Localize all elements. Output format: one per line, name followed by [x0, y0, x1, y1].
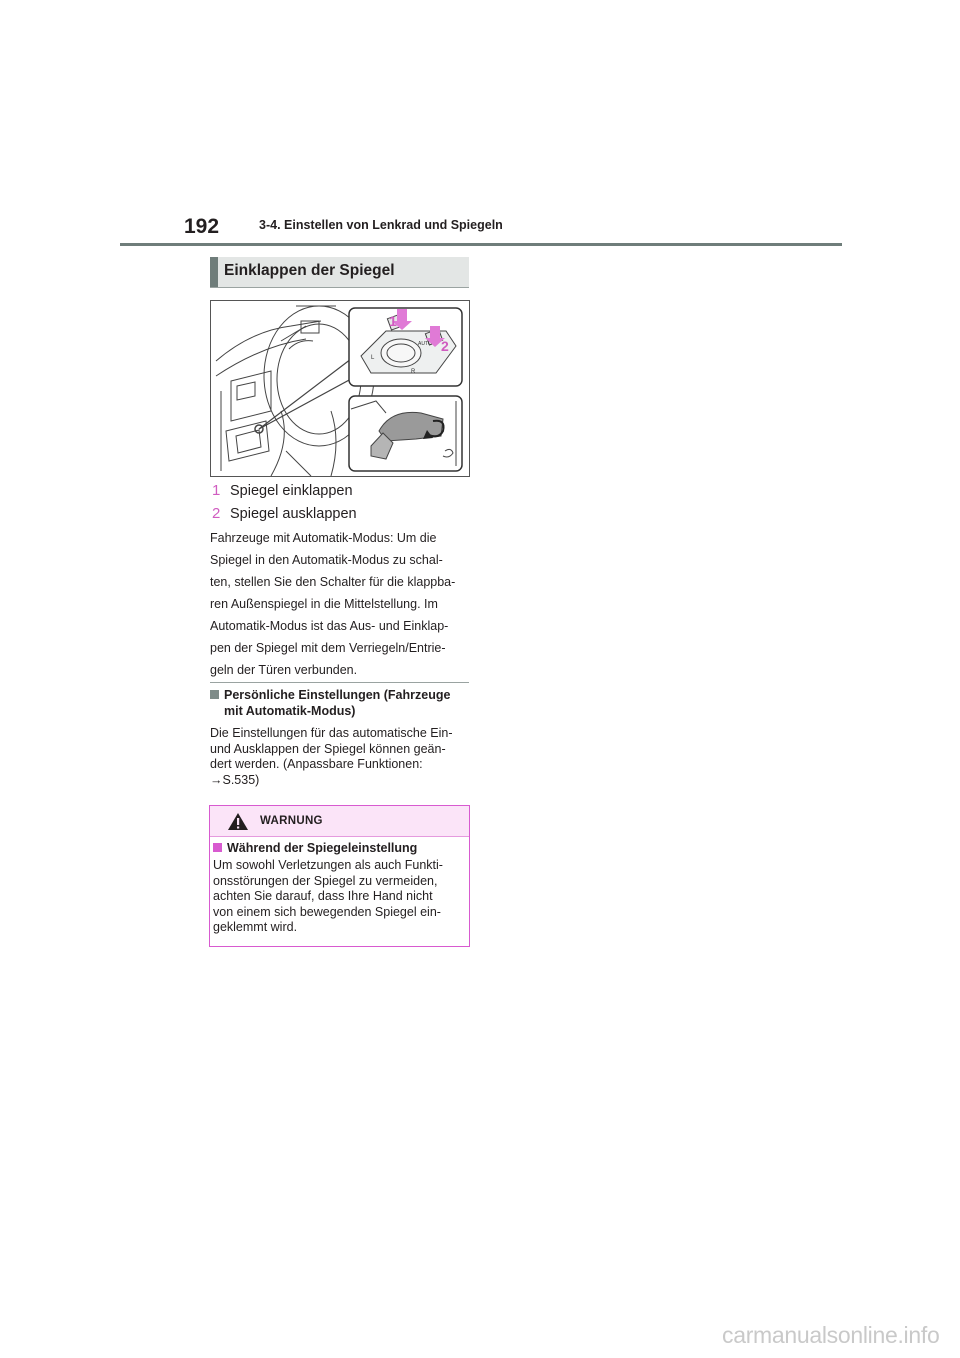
- watermark: carmanualsonline.info: [722, 1322, 940, 1348]
- legend-text: Spiegel ausklappen: [230, 506, 357, 522]
- subsection-line: und Ausklappen der Spiegel können geän-: [210, 741, 446, 756]
- legend-text: Spiegel einklappen: [230, 483, 353, 499]
- paragraph-line: ten, stellen Sie den Schalter für die klappba-: [210, 575, 456, 589]
- warning-subheading-text: Während der Spiegeleinstellung: [227, 841, 418, 855]
- legend-item-1: [212, 482, 353, 499]
- legend-item-2: [212, 505, 357, 522]
- mirror-fold-drawing: [211, 301, 469, 476]
- warning-line: geklemmt wird.: [213, 920, 298, 934]
- section-divider: [210, 682, 469, 683]
- callout-2: 2: [441, 338, 449, 354]
- automatic-mode-paragraph: [210, 527, 472, 681]
- pink-square-bullet-icon: [213, 843, 222, 852]
- right-label: R: [411, 369, 416, 375]
- page-number: 192: [184, 215, 220, 238]
- subsection-heading: [210, 688, 472, 719]
- paragraph-line: pen der Spiegel mit dem Verriegeln/Entrie-: [210, 641, 446, 655]
- legend-number: 2: [212, 505, 221, 522]
- subsection-heading-line2: mit Automatik-Modus): [224, 703, 356, 718]
- warning-triangle-icon: [227, 812, 249, 831]
- left-label: L: [371, 355, 375, 361]
- warning-title: WARNUNG: [260, 815, 323, 827]
- auto-label: AUTO: [418, 341, 432, 347]
- paragraph-line: Automatik-Modus ist das Aus- und Einklap-: [210, 619, 449, 633]
- warning-body: [213, 858, 465, 936]
- warning-line: Um sowohl Verletzungen als auch Funkti-: [213, 858, 443, 872]
- page-reference-link[interactable]: →S.535): [210, 772, 260, 787]
- warning-subheading: [213, 841, 417, 855]
- title-accent-bar: [210, 257, 218, 287]
- paragraph-line: ren Außenspiegel in die Mittelstellung. Im: [210, 597, 438, 611]
- warning-header: [210, 806, 469, 837]
- warning-box: [209, 805, 470, 947]
- paragraph-line: Spiegel in den Automatik-Modus zu schal-: [210, 553, 443, 567]
- legend-number: 1: [212, 482, 221, 499]
- section-title: Einklappen der Spiegel: [224, 262, 395, 279]
- section-header: 3-4. Einstellen von Lenkrad und Spiegeln: [259, 218, 503, 232]
- header-rule: [120, 243, 842, 246]
- warning-line: von einem sich bewegenden Spiegel ein-: [213, 904, 441, 919]
- section-title-box: [210, 257, 469, 288]
- subsection-line: dert werden. (Anpassbare Funktionen:: [210, 757, 423, 771]
- paragraph-line: geln der Türen verbunden.: [210, 663, 358, 677]
- paragraph-line: Fahrzeuge mit Automatik-Modus: Um die: [210, 531, 437, 545]
- square-bullet-icon: [210, 690, 219, 699]
- callout-1: 1: [389, 313, 397, 329]
- mirror-fold-illustration: [210, 300, 470, 477]
- warning-line: achten Sie darauf, dass Ihre Hand nicht: [213, 889, 433, 903]
- subsection-heading-line1: Persönliche Einstellungen (Fahrzeuge: [224, 688, 451, 702]
- warning-line: onsstörungen der Spiegel zu vermeiden,: [213, 873, 438, 888]
- subsection-body: [210, 726, 472, 788]
- subsection-line: Die Einstellungen für das automatische Ein-: [210, 726, 453, 740]
